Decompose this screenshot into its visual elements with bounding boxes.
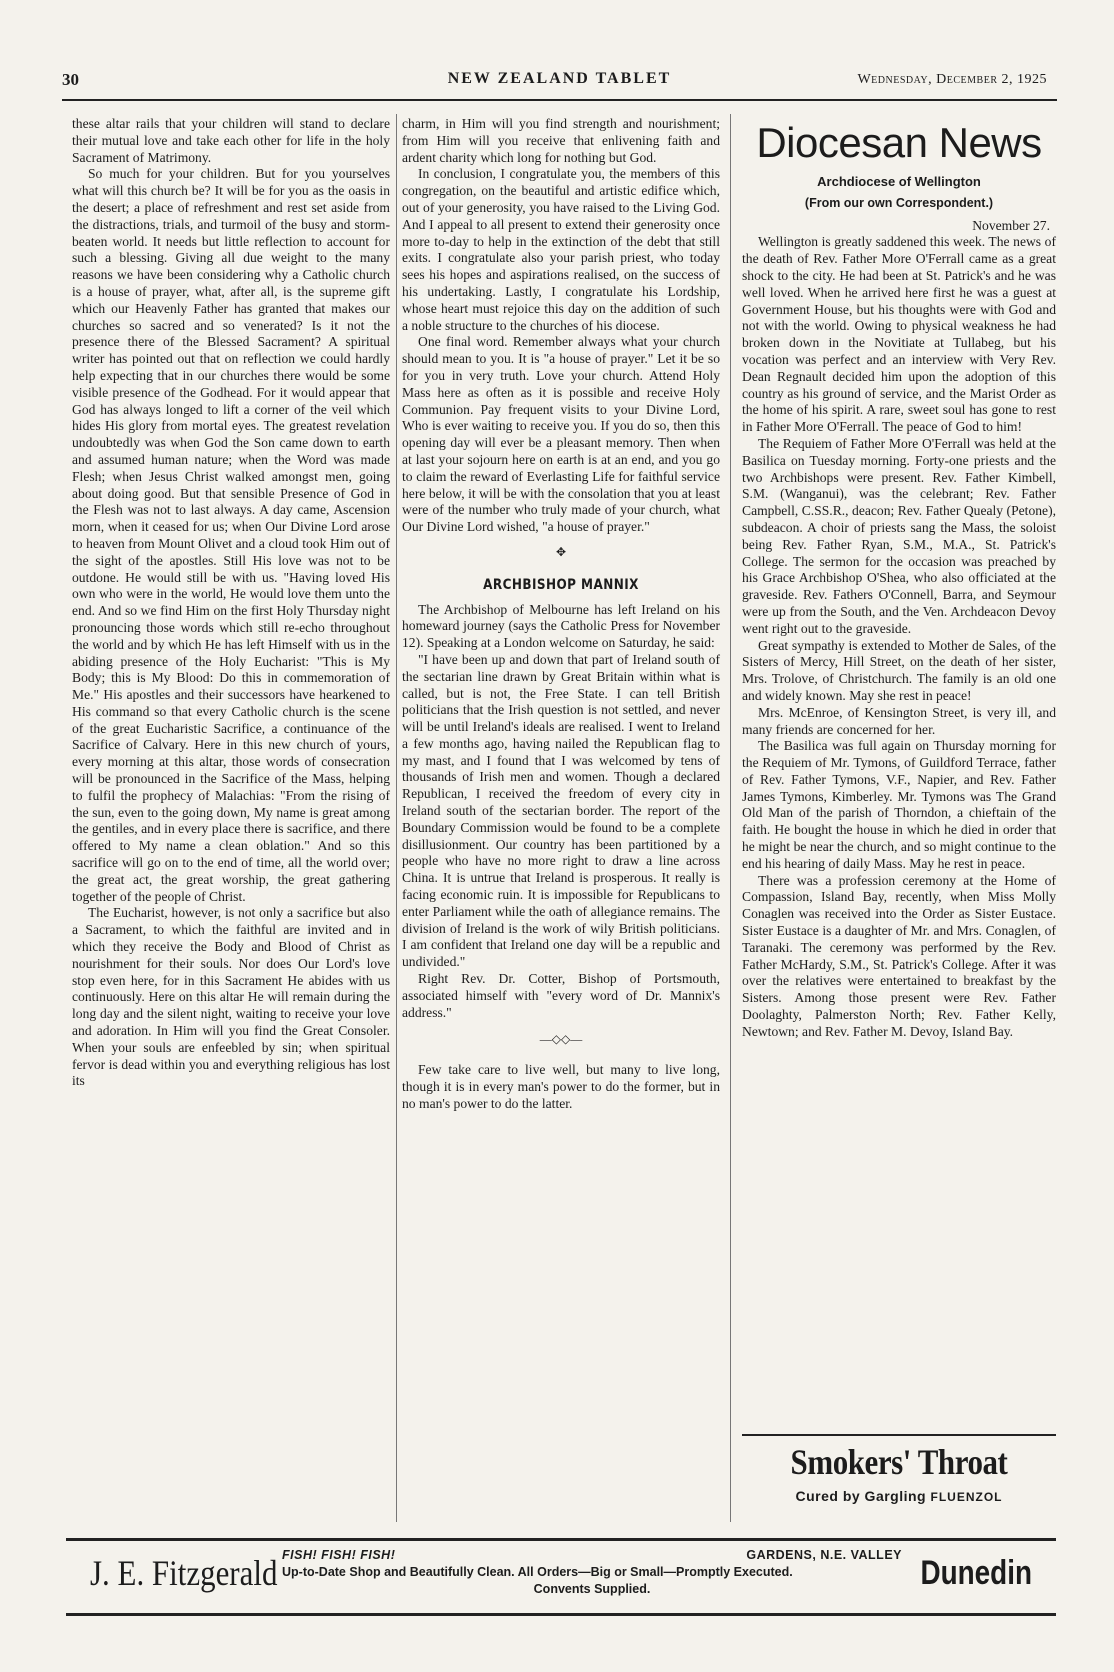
ad-fish-text: FISH! FISH! FISH!	[282, 1548, 396, 1562]
news-paragraph: The Basilica was full again on Thursday morning for the Requiem of Mr. Tymons, of Guildford Terrace, father of Rev. Father Tymons, V.F., Napier, and Rev. Father James Tymons, Kimberley. Mr. Tymons was The Grand Old Man of the parish of Thorndon, a chieftain of the faith. He bought the house in which he died in order that he might be near the church, and so might continue to the end his hearing of daily Mass. May he rest in peace.	[742, 738, 1056, 871]
article-paragraph: The Eucharist, however, is not only a sacrifice but also a Sacrament, to which the faithful are invited and in which they receive the Body and Blood of Christ as nourishment for their souls. Nor does Our Lord's love stop even here, for in this Sacrament He abides with us continuously. Here on this altar He will remain during the long day and the silent night, waiting to receive your love and adoration. In Him will you find the Great Consoler. When your souls are enfeebled by sin; when spiritual fervor is dead within you and everything religious has lost its	[72, 905, 390, 1089]
column-divider-2	[730, 114, 731, 1522]
news-paragraph: The Requiem of Father More O'Ferrall was held at the Basilica on Tuesday morning. Forty-one priests and the two Archbishops were present. Rev. Father Kimbell, S.M. (Wanganui), was the celebrant; Rev. Father Campbell, C.SS.R., deacon; Rev. Father Quealy (Petone), subdeacon. A choir of priests sang the Mass, the soloist being Rev. Father Ryan, S.M., M.A., St. Patrick's College. The sermon for the occasion was preached by his Grace Archbishop O'Shea, who also officiated at the graveside. Rev. Fathers O'Connell, Barra, and Seymour were up from the South, and the Ven. Archdeacon Devoy went right out to the graveside.	[742, 435, 1056, 636]
news-paragraph: There was a profession ceremony at the Home of Compassion, Island Bay, recently, when Miss Molly Conaglen was received into the Order as Sister Eustace. Sister Eustace is a daughter of Mr. and Mrs. Conaglen, of Taranaki. The ceremony was performed by the Rev. Father McHardy, S.M., St. Patrick's College. After it was over the relatives were entertained to breakfast by the Sisters. Among those present were Rev. Father Doolaghty, Palmerston North; Rev. Father Kelly, Newtown; and Rev. Father M. Devoy, Island Bay.	[742, 872, 1056, 1039]
ad-rule	[742, 1434, 1056, 1436]
section-ornament: ✥	[555, 544, 567, 559]
smokers-throat-ad	[742, 1440, 1056, 1526]
column-1	[72, 116, 390, 1090]
diocesan-news-subtitle: Archdiocese of Wellington	[817, 174, 981, 189]
column-2	[402, 116, 720, 1113]
news-paragraph: Great sympathy is extended to Mother de Sales, of the Sisters of Mercy, Hill Street, on the death of her sister, Mrs. Trolove, of Christchurch. The family is an old one and widely known. May she rest in peace!	[742, 637, 1056, 703]
article-paragraph: charm, in Him will you find strength and nourishment; from Him will you receive that enlivening faith and ardent charity which long for nothing but God.	[402, 116, 720, 165]
mannix-paragraph: "I have been up and down that part of Ireland south of the sectarian line drawn by Great Britain within what is called, but is not, the Free State. I can tell British politicians that the Irish question is not settled, and never will be until Ireland's ideals are realised. I went to Ireland a few months ago, having nailed the Republican flag to my mast, and I found that I was welcomed by tens of thousands of Irish men and women. Though a declared Republican, I received the freedom of every city in Ireland south of the sectarian border. The report of the Boundary Commission would be found to be a complete disillusionment. Our country has been partitioned by a people who have no more right to draw a line across China. It is untrue that Ireland is prosperous. It really is facing economic ruin. It is impossible for Republicans to enter Parliament while the oath of allegiance remains. The division of Ireland is the work of wily British politicians. I am confident that Ireland one day will be a republic and undivided."	[402, 651, 720, 970]
column-divider-1	[396, 114, 397, 1522]
cured-by-text: Cured by Gargling	[795, 1488, 927, 1504]
paper-title: NEW ZEALAND TABLET	[447, 70, 672, 87]
smokers-throat-subline	[742, 1488, 1056, 1504]
news-paragraph: Wellington is greatly saddened this week. The news of the death of Rev. Father More O'Ferrall came as a great shock to the city. He had been at St. Patrick's and he was well loved. When he arrived here first he was a guest at Government House, but his thoughts were with God and not with the world. Owing to physical weakness he had broken down in the Novitiate at Tullabeg, but his vocation was perfect and an interview with Very Rev. Dean Regnault decided him upon the adoption of this country as his ground of service, and the Marist Order as the home of his spirit. A rare, sweet soul has gone to rest in Father More O'Ferrall. The peace of God to him!	[742, 234, 1056, 435]
article-paragraph: So much for your children. But for you yourselves what will this church be? It will be for you as the oasis in the desert; a place of refreshment and rest set aside from the distractions, trials, and turmoil of the busy and storm-beaten world. It needs but little reflection to account for such a blessing. Giving all due weight to the many reasons we have been considering why a Catholic church is a house of prayer, what, after all, is the supreme gift which our Heavenly Father has granted that makes our churches so sacred and so venerated? Is it not the presence there of the Blessed Sacrament? A spiritual writer has pointed out that on reflection we could hardly help expecting that in our churches there would be some visible presence of the Godhead. For it would appear that God has always longed to lift a corner of the veil which hides His glory from mortal eyes. The greatest revelation undoubtedly was when God the Son came down to earth and assumed human nature; when the Word was made Flesh; when Jesus Christ walked amongst men, going about doing good. But that sensible Presence of God in the Flesh was not to last always. A day came, Ascension morn, when it ceased for us; when Our Divine Lord arose to heaven from Mount Olivet and a cloud took Him out of the sight of the apostles. Still His love was not to be outdone. He would still be with us. "Having loved His own who were in the world, He would love them unto the end. And so we find Him on the first Holy Thursday night pronouncing those words which still re-echo throughout the world and by which He has left Himself with us in the abiding presence of the Holy Eucharist: "This is My Body; this is My Blood: Do this in commemoration of Me." His apostles and their successors have hearkened to His command so that every Catholic church is the scene of the great Eucharistic Sacrifice, a continuance of the Sacrifice of Calvary. Here in this new church of yours, every morning at this altar, those words of consecration will be pronounced in the Sacrifice of the Mass, helping to fulfil the prophecy of Malachias: "From the rising of the sun, even to the going down, My name is great among the gentiles, and in every place there is sacrifice, and there offered to My name a clean oblation." And so this sacrifice will go on to the end of time, all the world over; the great act, the great worship, the great gathering together of the people of Christ.	[72, 166, 390, 904]
article-paragraph: One final word. Remember always what your church should mean to you. It is "a house of prayer." Let it be so for you in very truth. Love your church. Attend Holy Mass here as often as it is possible and receive Holy Communion. Pay frequent visits to your Divine Lord, Who is ever waiting to receive you. If you do so, then this opening day will ever be a pleasant memory. Then when at last your sojourn here on earth is at an end, and you go to claim the reward of Everlasting Life for faithful service here below, it will be with the consolation that you at least were of the number who truly made of your church, what Our Divine Lord wished, "a house of prayer."	[402, 334, 720, 535]
ad-details	[282, 1547, 902, 1598]
masthead	[62, 66, 1057, 94]
ad-line-3: Convents Supplied.	[533, 1582, 651, 1596]
mannix-heading: ARCHBISHOP MANNIX	[483, 576, 639, 593]
diocesan-news-title: Diocesan News	[756, 119, 1042, 166]
ad-line-2: Up-to-Date Shop and Beautifully Clean. All Orders—Big or Small—Promptly Executed.	[282, 1565, 793, 1579]
smokers-throat-title: Smokers' Throat	[790, 1442, 1008, 1482]
product-name: FLUENZOL	[930, 1490, 1003, 1504]
fitzgerald-ad	[66, 1538, 1056, 1616]
column-3	[742, 116, 1056, 1041]
closing-paragraph: Few take care to live well, but many to live long, though it is in every man's power to do the former, but in no man's power to do the latter.	[402, 1062, 720, 1111]
dateline: November 27.	[972, 217, 1050, 233]
ad-address: GARDENS, N.E. VALLEY	[746, 1548, 902, 1562]
ad-business-name: J. E. Fitzgerald	[90, 1553, 278, 1593]
correspondent-line: (From our own Correspondent.)	[804, 195, 994, 210]
section-ornament: —◇◇—	[539, 1032, 583, 1047]
masthead-rule	[62, 99, 1057, 101]
news-paragraph: Mrs. McEnroe, of Kensington Street, is very ill, and many friends are concerned for her.	[742, 704, 1056, 737]
mannix-paragraph: The Archbishop of Melbourne has left Ireland on his homeward journey (says the Catholic Press for November 12). Speaking at a London welcome on Saturday, he said:	[402, 601, 720, 651]
ad-city: Dunedin	[920, 1554, 1032, 1592]
article-paragraph: these altar rails that your children will stand to declare their mutual love and take each other for life in the holy Sacrament of Matrimony.	[72, 116, 390, 165]
issue-date: Wednesday, December 2, 1925	[857, 72, 1047, 87]
mannix-paragraph: Right Rev. Dr. Cotter, Bishop of Portsmouth, associated himself with "every word of Dr. Mannix's address."	[402, 971, 720, 1020]
page-number: 30	[62, 70, 79, 89]
article-paragraph: In conclusion, I congratulate you, the members of this congregation, on the beautiful and artistic edifice which, out of your generosity, you have raised to the Living God. And I appeal to all present to extend their generosity once more to-day to help in the extinction of the debt that still exits. I congratulate also your parish priest, who today sees his hopes and aspirations realised, on the success of his undertaking. Lastly, I congratulate his Lordship, whose heart must rejoice this day on the addition of such a noble structure to the churches of his diocese.	[402, 166, 720, 333]
